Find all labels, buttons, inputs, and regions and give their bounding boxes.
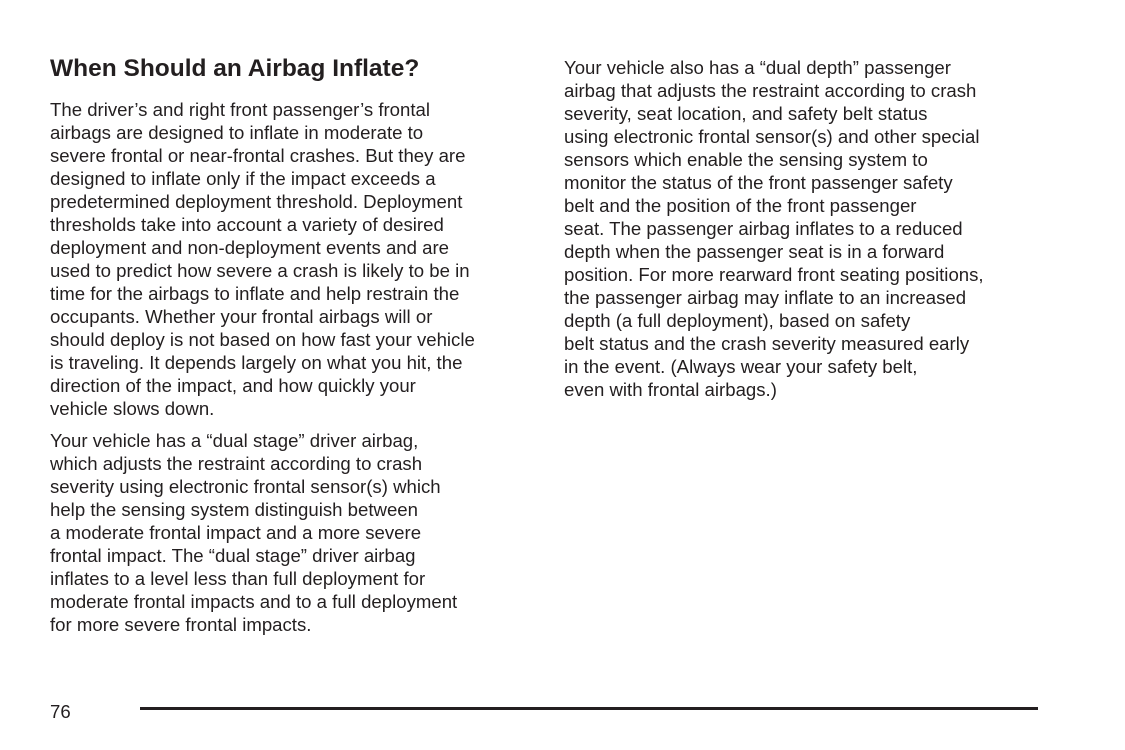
text-line: even with frontal airbags.) (564, 379, 777, 400)
text-line: The driver’s and right front passenger’s frontal (50, 99, 431, 120)
text-line: used to predict how severe a crash is likely to be in (50, 260, 470, 281)
text-line: depth (a full deployment), based on safety (564, 310, 911, 331)
text-line: moderate frontal impacts and to a full deployment (50, 591, 458, 612)
text-line: airbag that adjusts the restraint according to crash (564, 80, 977, 101)
text-line: monitor the status of the front passenger safety (564, 172, 953, 193)
text-line: Your vehicle has a “dual stage” driver airbag, (50, 430, 419, 451)
text-line: occupants. Whether your frontal airbags will or (50, 306, 433, 327)
text-line: the passenger airbag may inflate to an increased (564, 287, 967, 308)
left-column (50, 98, 475, 645)
text-line: seat. The passenger airbag inflates to a reduced (564, 218, 963, 239)
text-line: which adjusts the restraint according to crash (50, 453, 423, 474)
text-line: is traveling. It depends largely on what you hit, the (50, 352, 463, 373)
right-column (564, 56, 984, 410)
text-line: severity, seat location, and safety belt status (564, 103, 928, 124)
text-line: thresholds take into account a variety of desired (50, 214, 444, 235)
text-line: severe frontal or near-frontal crashes. But they are (50, 145, 466, 166)
page-number: 76 (50, 701, 71, 722)
text-line: depth when the passenger seat is in a forward (564, 241, 945, 262)
text-line: direction of the impact, and how quickly your (50, 375, 416, 396)
text-line: in the event. (Always wear your safety belt, (564, 356, 918, 377)
text-line: time for the airbags to inflate and help restrain the (50, 283, 460, 304)
section-title: When Should an Airbag Inflate? (50, 55, 420, 82)
text-line: deployment and non-deployment events and are (50, 237, 450, 258)
text-line: airbags are designed to inflate in moderate to (50, 122, 424, 143)
text-line: sensors which enable the sensing system to (564, 149, 928, 170)
text-line: inflates to a level less than full deployment for (50, 568, 426, 589)
text-line: help the sensing system distinguish between (50, 499, 418, 520)
text-line: a moderate frontal impact and a more severe (50, 522, 422, 543)
text-line: position. For more rearward front seating positions, (564, 264, 984, 285)
text-line: predetermined deployment threshold. Deployment (50, 191, 463, 212)
text-line: using electronic frontal sensor(s) and other special (564, 126, 980, 147)
paragraph (50, 429, 475, 636)
footer-rule (140, 707, 1038, 710)
text-line: designed to inflate only if the impact exceeds a (50, 168, 436, 189)
text-line: severity using electronic frontal sensor(s) which (50, 476, 441, 497)
text-line: Your vehicle also has a “dual depth” passenger (564, 57, 951, 78)
text-line: should deploy is not based on how fast your vehicle (50, 329, 475, 350)
text-line: vehicle slows down. (50, 398, 215, 419)
paragraph (50, 98, 475, 420)
text-line: belt and the position of the front passenger (564, 195, 917, 216)
text-line: for more severe frontal impacts. (50, 614, 312, 635)
text-line: frontal impact. The “dual stage” driver airbag (50, 545, 416, 566)
paragraph (564, 56, 984, 401)
text-line: belt status and the crash severity measured early (564, 333, 970, 354)
